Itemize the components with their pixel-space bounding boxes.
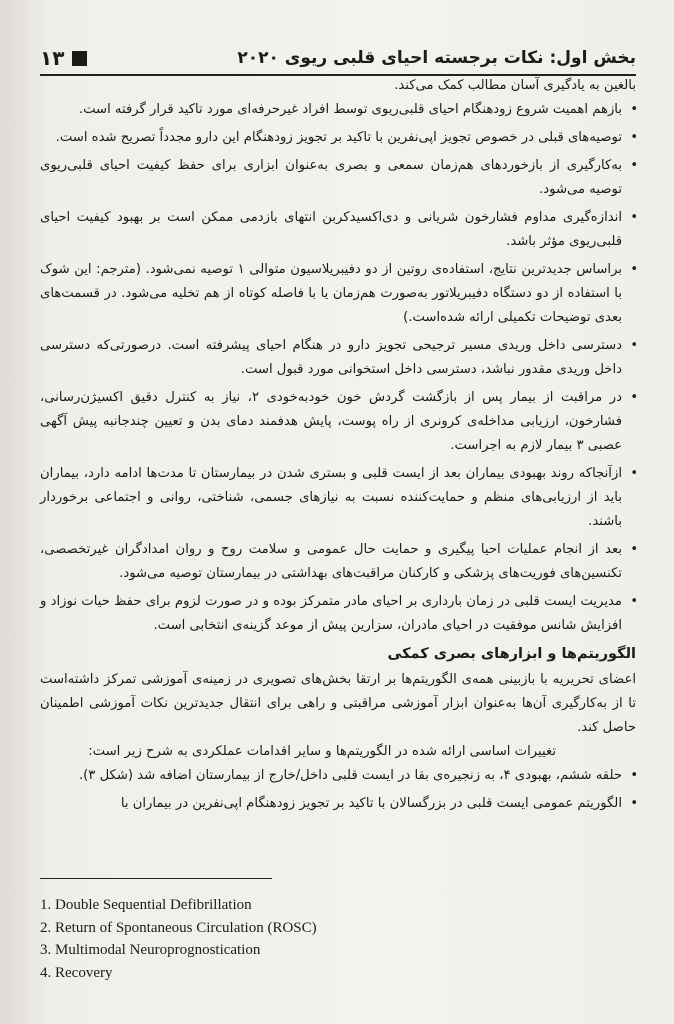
bullet-icon: • [630,338,638,353]
footnote: 4. Recovery [40,964,113,981]
bullet-icon: • [630,158,638,173]
bullet-icon: • [630,130,638,145]
square-icon [72,51,87,66]
running-header [40,42,636,76]
list-item: • در مراقبت از بیمار پس از بازگشت گردش خون خودبه‌خودی ۲، نیاز به کنترل دقیق اکسیژن‌رسانی، فشارخون، ارزیابی مداخله‌ی کرونری از راه پوست، پایش هدفمند دمای بدن و تعیین چندجانبه پیش آگهی عصبی ۳ بیمار لازم به اجراست. [40,386,636,458]
section-heading: الگوریتم‌ها و ابزارهای بصری کمکی [387,646,636,662]
section-indent-line: تغییرات اساسی ارائه شده در الگوریتم‌ها و سایر اقدامات عملکردی به شرح زیر است: [88,744,556,759]
footnote: 3. Multimodal Neuroprognostication [40,942,261,959]
list-item: • توصیه‌های قبلی در خصوص تجویز اپی‌نفرین با تاکید بر تجویز زودهنگام این دارو مجدداً تصریح شده است. [40,126,636,150]
highlights-list [40,98,636,638]
list-item: • دسترسی داخل وریدی مسیر ترجیحی تجویز دارو در هنگام احیای پیشرفته است. درصورتی‌که دسترسی داخل وریدی مقدور نباشد، دسترسی داخل استخوانی مورد قبول است. [40,334,636,382]
list-item: • بعد از انجام عملیات احیا پیگیری و حمایت حال عمومی و سلامت روح و روان امدادگران غیرتخصصی، تکنسین‌های فوریت‌های پزشکی و کارکنان مراقبت‌های بهداشتی در بیمارستان توصیه می‌شود. [40,538,636,586]
section-paragraph: اعضای تحریریه با بازبینی همه‌ی الگوریتم‌ها بر ارتقا بخش‌های تصویری در زمینه‌ی آموزشی تمرکز داشته‌است تا از به‌کارگیری آن‌ها به‌عنوان ابزار آموزشی مراقبتی و راهی برای انتقال جدیدترین نکات آموزشی اطمینان حاصل کند. [40,672,636,735]
bullet-icon: • [630,262,638,277]
list-item: • الگوریتم عمومی ایست قلبی در بزرگسالان با تاکید بر تجویز زودهنگام اپی‌نفرین در بیماران با [40,792,636,816]
list-item: • ازآنجاکه روند بهبودی بیماران بعد از ایست قلبی و بستری شدن در بیمارستان تا مدت‌ها ادامه دارد، بیماران باید از ارزیابی‌های منظم و حمایت‌کننده نسبت به نیازهای جسمی، شناختی، روانی و اجتماعی برخوردار باشند. [40,462,636,534]
bullet-icon: • [630,102,638,117]
bullet-icon: • [630,796,638,811]
footnote: 2. Return of Spontaneous Circulation (ROSC) [40,919,317,936]
page-body [40,74,636,820]
list-item: • حلقه ششم، بهبودی ۴، به زنجیره‌ی بقا در ایست قلبی داخل/خارج از بیمارستان اضافه شد (شکل ۳). [40,764,636,788]
list-item: • بازهم اهمیت شروع زودهنگام احیای قلبی‌ریوی توسط افراد غیرحرفه‌ای مورد تاکید قرار گرفته است. [40,98,636,122]
list-item: • اندازه‌گیری مداوم فشارخون شریانی و دی‌اکسیدکربن انتهای بازدمی ممکن است بر بهبود کیفیت احیای قلبی‌ریوی مؤثر باشد. [40,206,636,254]
bullet-icon: • [630,466,638,481]
bullet-icon: • [630,542,638,557]
list-item: • براساس جدیدترین نتایج، استفاده‌ی روتین از دو دفیبریلاسیون متوالی ۱ توصیه نمی‌شود. (مترجم: این شوک با استفاده از دو دستگاه دفیبریلاتور به‌صورت هم‌زمان یا با فاصله کوتاه از هم تخلیه می‌شود. در قسمت‌های بعدی توضیحات تکمیلی ارائه شده‌است.) [40,258,636,330]
intro-line: بالغین به یادگیری آسان مطالب کمک می‌کند. [394,78,636,93]
list-item: • به‌کارگیری از بازخوردهای هم‌زمان سمعی و بصری به‌عنوان ابزاری برای حفظ کیفیت احیای قلبی‌ریوی توصیه می‌شود. [40,154,636,202]
footnote: 1. Double Sequential Defibrillation [40,897,252,913]
changes-list [40,764,636,816]
bullet-icon: • [630,594,638,609]
bullet-icon: • [630,210,638,225]
page-number: ۱۳ [40,46,65,70]
chapter-title: بخش اول: نکات برجسته احیای قلبی ریوی ۲۰۲۰ [237,48,636,68]
footnote-divider [40,878,272,879]
bullet-icon: • [630,390,638,405]
list-item: • مدیریت ایست قلبی در زمان بارداری بر احیای مادر متمرکز بوده و در صورت لزوم برای حفظ حیات نوزاد و افزایش شانس موفقیت در احیای مادران، سزارین پیش از موعد گزینه‌ی انتخابی است. [40,590,636,638]
bullet-icon: • [630,768,638,783]
footnotes [40,894,317,984]
